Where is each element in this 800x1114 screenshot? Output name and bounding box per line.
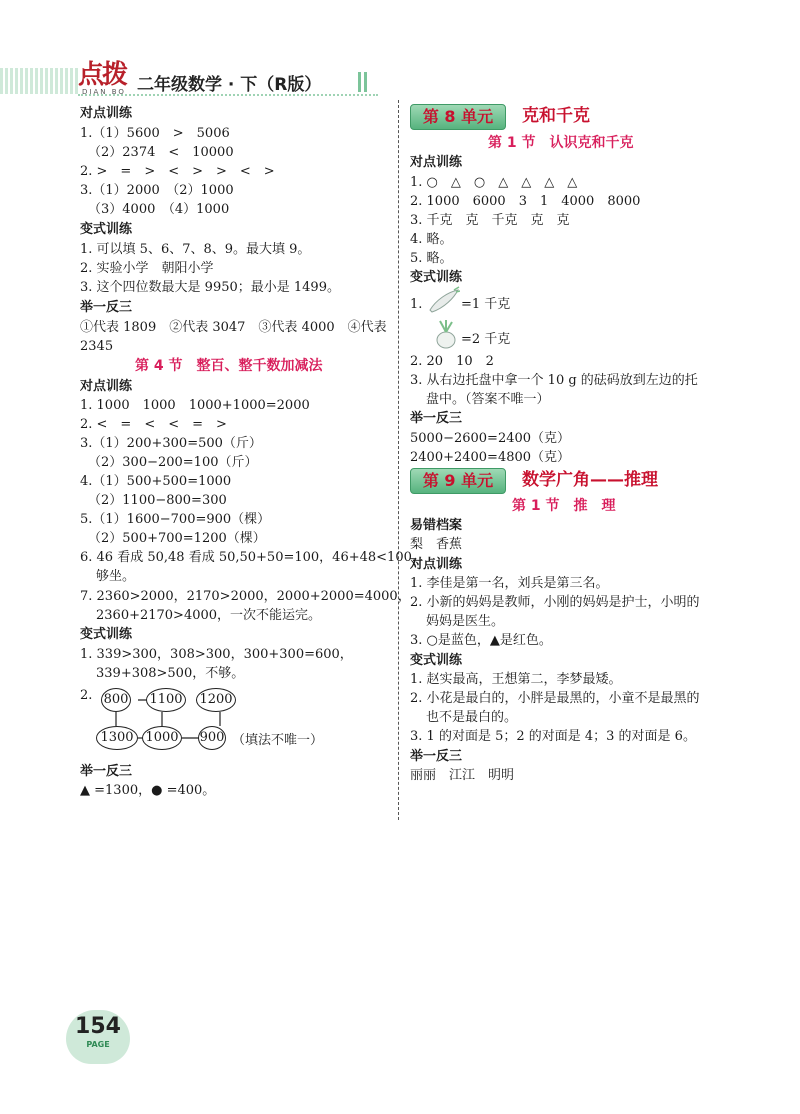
logo-subtitle: DIAN BO xyxy=(82,88,126,96)
answer-line: 2. > = > < > > < > xyxy=(80,164,275,179)
answer-line: （2）1100−800=300 xyxy=(88,493,227,508)
answer-line: 6. 46 看成 50,48 看成 50,50+50=100，46+48<100， xyxy=(80,550,425,565)
oval-number: 1300 xyxy=(96,726,138,750)
header-dotted-line xyxy=(78,94,378,96)
column-divider xyxy=(398,100,399,820)
answer-line: 5. 略。 xyxy=(410,251,453,266)
section-title: 第 1 节 认识克和千克 xyxy=(488,135,634,151)
answer-line: 2360+2170>4000，一次不能运完。 xyxy=(96,608,322,623)
oval-number: 1100 xyxy=(146,688,186,712)
answer-line: 1.（1）5600 > 5006 xyxy=(80,126,230,141)
answer-line: 1. xyxy=(410,297,423,312)
answer-line: 7. 2360>2000，2170>2000，2000+2000=4000， xyxy=(80,589,411,604)
answer-line: （2）2374 < 10000 xyxy=(88,145,234,160)
answer-line: ①代表 1809 ②代表 3047 ③代表 4000 ④代表 xyxy=(80,320,387,335)
answer-line: 5.（1）1600−700=900（棵） xyxy=(80,512,271,527)
header-bars xyxy=(358,72,368,92)
answer-line: （3）4000 （4）1000 xyxy=(88,202,230,217)
answer-line: 2345 xyxy=(80,339,114,354)
answer-line: 梨 香蕉 xyxy=(410,537,463,552)
heading: 变式训练 xyxy=(410,270,463,285)
answer-line: 妈妈是医生。 xyxy=(426,614,505,629)
answer-line: 1. 可以填 5、6、7、8、9。最大填 9。 xyxy=(80,242,311,257)
answer-line: 3.（1）2000 （2）1000 xyxy=(80,183,234,198)
section-title: 第 4 节 整百、整千数加减法 xyxy=(135,358,323,374)
carrot-icon xyxy=(426,286,460,316)
heading: 举一反三 xyxy=(410,411,463,426)
answer-line: 3. ○是蓝色，▲是红色。 xyxy=(410,633,552,648)
answer-line: 339+308>500，不够。 xyxy=(96,666,245,681)
book-title: 二年级数学 · 下（R版） xyxy=(137,75,322,95)
answer-line: 4. 略。 xyxy=(410,232,453,247)
unit-title: 数学广角——推理 xyxy=(522,470,658,490)
answer-line: 3. 千克 克 千克 克 克 xyxy=(410,213,570,228)
answer-line: 2. 小新的妈妈是教师，小刚的妈妈是护士，小明的 xyxy=(410,595,700,610)
page-number: 154 xyxy=(75,1014,121,1039)
answer-line: 1. 赵实最高，王想第二，李梦最矮。 xyxy=(410,672,622,687)
answer-line: 1. 339>300，308>300，300+300=600， xyxy=(80,647,353,662)
heading: 对点训练 xyxy=(410,557,463,572)
answer-line: =2 千克 xyxy=(461,332,511,347)
answer-line: 1. 李佳是第一名，刘兵是第三名。 xyxy=(410,576,609,591)
unit-tag: 第 8 单元 xyxy=(410,104,506,130)
answer-line: ▲ =1300，● =400。 xyxy=(80,783,216,798)
heading: 举一反三 xyxy=(80,764,133,779)
answer-line: 丽丽 江江 明明 xyxy=(410,768,515,783)
answer-line: 1. 1000 1000 1000+1000=2000 xyxy=(80,398,310,413)
oval-number: 1200 xyxy=(196,688,236,712)
heading: 变式训练 xyxy=(80,627,133,642)
heading: 对点训练 xyxy=(80,106,133,121)
note: （填法不唯一） xyxy=(232,733,324,748)
answer-line: 1. ○ △ ○ △ △ △ △ xyxy=(410,175,578,190)
header-stripes xyxy=(0,68,78,94)
logo: 点拨 xyxy=(78,60,127,90)
answer-line: 也不是最白的。 xyxy=(426,710,518,725)
answer-line: 2400+2400=4800（克） xyxy=(410,450,571,465)
answer-line: 3.（1）200+300=500（斤） xyxy=(80,436,262,451)
answer-line: 4.（1）500+500=1000 xyxy=(80,474,232,489)
oval-number: 800 xyxy=(101,688,131,712)
unit-title: 克和千克 xyxy=(522,106,590,126)
answer-line: 5000−2600=2400（克） xyxy=(410,431,571,446)
unit-tag: 第 9 单元 xyxy=(410,468,506,494)
answer-line: 2. 20 10 2 xyxy=(410,354,494,369)
answer-line: =1 千克 xyxy=(461,297,511,312)
page-number-badge xyxy=(66,1010,130,1064)
answer-line: 3. 1 的对面是 5；2 的对面是 4；3 的对面是 6。 xyxy=(410,729,696,744)
answer-line: 够坐。 xyxy=(96,569,136,584)
heading: 举一反三 xyxy=(410,749,463,764)
heading: 变式训练 xyxy=(80,222,133,237)
answer-line: （2）300−200=100（斤） xyxy=(88,455,258,470)
heading: 易错档案 xyxy=(410,518,463,533)
oval-number: 900 xyxy=(198,726,226,750)
oval-number: 1000 xyxy=(142,726,182,750)
answer-line: 盘中。（答案不唯一） xyxy=(426,392,550,407)
radish-icon xyxy=(430,318,462,350)
answer-line: 2. xyxy=(80,688,93,703)
heading: 对点训练 xyxy=(80,379,133,394)
answer-line: 2. 小花是最白的，小胖是最黑的，小童不是最黑的 xyxy=(410,691,700,706)
section-title: 第 1 节 推 理 xyxy=(512,498,616,514)
answer-line: 3. 这个四位数最大是 9950；最小是 1499。 xyxy=(80,280,340,295)
answer-line: 3. 从右边托盘中拿一个 10 g 的砝码放到左边的托 xyxy=(410,373,698,388)
answer-line: 2. < = < < = > xyxy=(80,417,227,432)
answer-line: 2. 1000 6000 3 1 4000 8000 xyxy=(410,194,641,209)
answer-line: 2. 实验小学 朝阳小学 xyxy=(80,261,214,276)
answer-line: （2）500+700=1200（棵） xyxy=(88,531,266,546)
heading: 对点训练 xyxy=(410,155,463,170)
heading: 举一反三 xyxy=(80,300,133,315)
page-label: PAGE xyxy=(86,1040,110,1049)
heading: 变式训练 xyxy=(410,653,463,668)
